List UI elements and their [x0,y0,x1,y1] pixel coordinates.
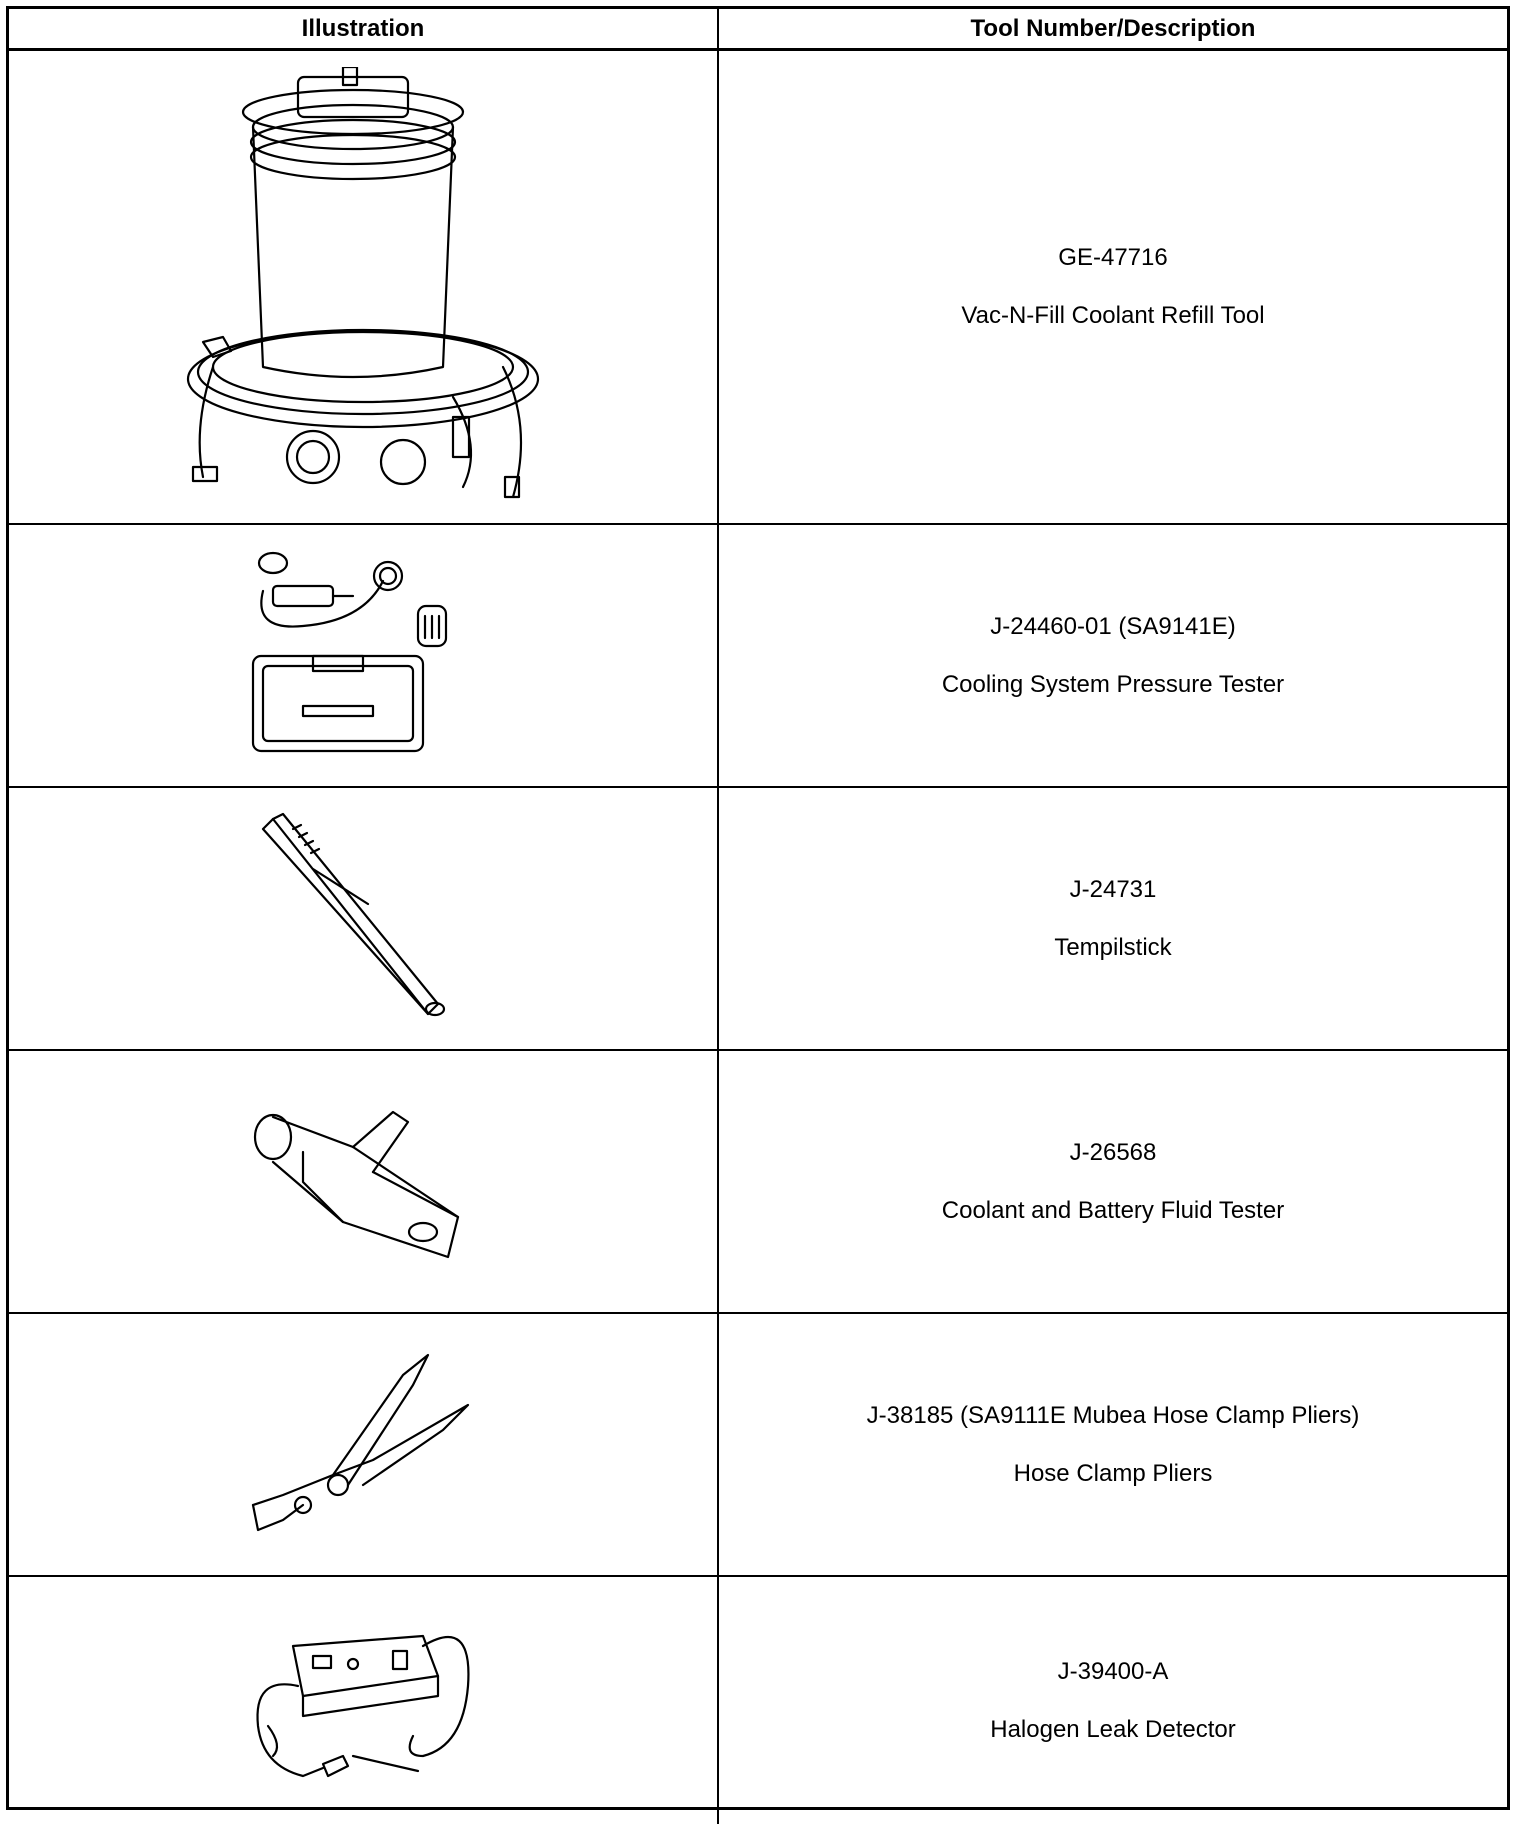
table-row [9,1051,1507,1314]
tempilstick-icon [253,809,473,1029]
description-cell [719,1051,1507,1312]
tool-number: J-39400-A [1057,1657,1169,1685]
tool-number: J-26568 [1069,1138,1157,1166]
tool-number: GE-47716 [1058,244,1168,271]
pressure-tester-icon [243,551,483,761]
coolant-refill-tool-icon [153,67,573,507]
hose-clamp-pliers-icon [243,1345,483,1545]
illustration-cell [9,1051,719,1312]
description-header: Tool Number/Description [970,14,1256,42]
illustration-cell [9,51,719,523]
description-cell [719,788,1507,1049]
tool-number: J-38185 (SA9111E Mubea Hose Clamp Pliers) [866,1401,1360,1429]
tool-description: Halogen Leak Detector [990,1715,1236,1743]
table-header [9,9,1507,51]
leak-detector-icon [243,1606,483,1796]
illustration-header: Illustration [9,9,719,48]
table-row [9,788,1507,1051]
illustration-cell [9,788,719,1049]
description-cell [719,51,1507,523]
description-cell [719,1314,1507,1575]
tool-description: Tempilstick [1054,933,1172,961]
fluid-tester-icon [243,1092,483,1272]
special-tools-table [6,6,1510,1810]
description-cell [719,525,1507,786]
illustration-cell [9,1577,719,1824]
tool-description: Hose Clamp Pliers [1013,1459,1213,1487]
tool-description: Coolant and Battery Fluid Tester [941,1196,1285,1224]
description-cell [719,1577,1507,1824]
table-row [9,1314,1507,1577]
tool-description: Cooling System Pressure Tester [941,670,1285,698]
tool-description: Vac-N-Fill Coolant Refill Tool [961,302,1265,329]
table-row [9,1577,1507,1824]
illustration-cell [9,1314,719,1575]
tool-number: J-24731 [1069,875,1157,903]
illustration-cell [9,525,719,786]
tool-number: J-24460-01 (SA9141E) [990,612,1236,640]
table-row [9,525,1507,788]
table-row [9,51,1507,525]
